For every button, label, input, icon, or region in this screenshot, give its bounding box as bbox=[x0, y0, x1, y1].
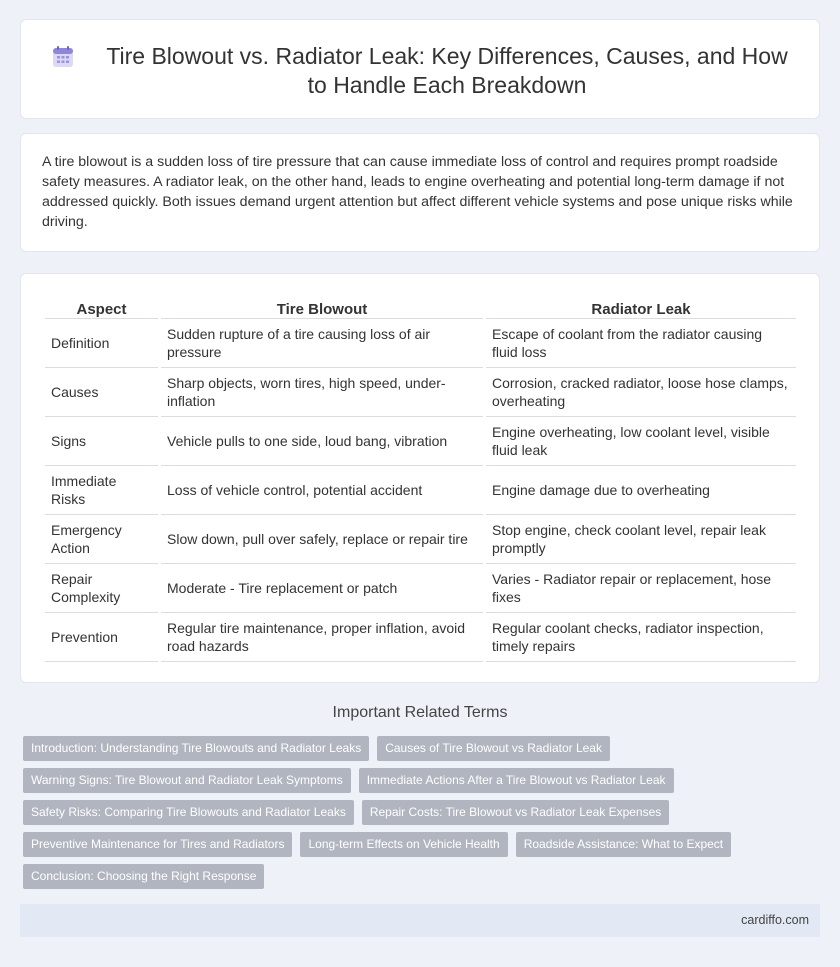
radiator-leak-cell: Varies - Radiator repair or replacement, hose fixes bbox=[486, 564, 796, 613]
radiator-leak-cell: Engine damage due to overheating bbox=[486, 466, 796, 515]
table-row bbox=[45, 319, 796, 368]
comparison-card bbox=[20, 273, 820, 683]
intro-card bbox=[20, 133, 820, 252]
table-row bbox=[45, 368, 796, 417]
related-term-tag[interactable]: Safety Risks: Comparing Tire Blowouts and Radiator Leaks bbox=[23, 800, 354, 825]
table-header-row bbox=[45, 296, 796, 319]
tire-blowout-cell: Regular tire maintenance, proper inflation, avoid road hazards bbox=[161, 613, 483, 662]
row-aspect: Prevention bbox=[45, 613, 158, 662]
row-aspect: Causes bbox=[45, 368, 158, 417]
related-term-tag[interactable]: Roadside Assistance: What to Expect bbox=[516, 832, 731, 857]
row-aspect: Repair Complexity bbox=[45, 564, 158, 613]
related-terms-heading: Important Related Terms bbox=[332, 704, 508, 721]
row-aspect: Immediate Risks bbox=[45, 466, 158, 515]
related-term-tag[interactable]: Warning Signs: Tire Blowout and Radiator Leak Symptoms bbox=[23, 768, 351, 793]
header-card bbox=[20, 19, 820, 119]
related-term-tag[interactable]: Introduction: Understanding Tire Blowouts and Radiator Leaks bbox=[23, 736, 369, 761]
table-row bbox=[45, 466, 796, 515]
tire-blowout-cell: Slow down, pull over safely, replace or repair tire bbox=[161, 515, 483, 564]
table-row bbox=[45, 613, 796, 662]
tire-blowout-cell: Vehicle pulls to one side, loud bang, vibration bbox=[161, 417, 483, 466]
table-row bbox=[45, 417, 796, 466]
footer bbox=[20, 904, 820, 937]
related-term-tag[interactable]: Preventive Maintenance for Tires and Radiators bbox=[23, 832, 292, 857]
radiator-leak-cell: Escape of coolant from the radiator causing fluid loss bbox=[486, 319, 796, 368]
radiator-leak-cell: Engine overheating, low coolant level, visible fluid leak bbox=[486, 417, 796, 466]
row-aspect: Signs bbox=[45, 417, 158, 466]
related-term-tag[interactable]: Long-term Effects on Vehicle Health bbox=[300, 832, 507, 857]
row-aspect: Emergency Action bbox=[45, 515, 158, 564]
related-term-tag[interactable]: Immediate Actions After a Tire Blowout vs Radiator Leak bbox=[359, 768, 674, 793]
tire-blowout-cell: Sharp objects, worn tires, high speed, under-inflation bbox=[161, 368, 483, 417]
related-terms-list bbox=[23, 736, 743, 896]
calendar-icon bbox=[51, 45, 75, 69]
column-header-aspect: Aspect bbox=[45, 296, 158, 319]
column-header-tire-blowout: Tire Blowout bbox=[161, 296, 483, 319]
related-term-tag[interactable]: Conclusion: Choosing the Right Response bbox=[23, 864, 264, 889]
radiator-leak-cell: Stop engine, check coolant level, repair leak promptly bbox=[486, 515, 796, 564]
footer-brand[interactable]: cardiffo.com bbox=[741, 913, 809, 927]
tire-blowout-cell: Loss of vehicle control, potential accident bbox=[161, 466, 483, 515]
column-header-radiator-leak: Radiator Leak bbox=[486, 296, 796, 319]
tire-blowout-cell: Moderate - Tire replacement or patch bbox=[161, 564, 483, 613]
radiator-leak-cell: Regular coolant checks, radiator inspection, timely repairs bbox=[486, 613, 796, 662]
intro-paragraph: A tire blowout is a sudden loss of tire pressure that can cause immediate loss of control and requires prompt roadside safety measures. A radiator leak, on the other hand, leads to engine overheating and potential long-term damage if not addressed quickly. Both issues demand urgent attention but affect different vehicle systems and pose unique risks while driving. bbox=[42, 154, 793, 230]
table-row bbox=[45, 515, 796, 564]
tire-blowout-cell: Sudden rupture of a tire causing loss of air pressure bbox=[161, 319, 483, 368]
radiator-leak-cell: Corrosion, cracked radiator, loose hose clamps, overheating bbox=[486, 368, 796, 417]
title-wrap bbox=[49, 42, 799, 100]
table-row bbox=[45, 564, 796, 613]
related-term-tag[interactable]: Repair Costs: Tire Blowout vs Radiator Leak Expenses bbox=[362, 800, 669, 825]
page-title: Tire Blowout vs. Radiator Leak: Key Differences, Causes, and How to Handle Each Breakdown bbox=[106, 43, 788, 98]
row-aspect: Definition bbox=[45, 319, 158, 368]
comparison-table bbox=[42, 296, 799, 662]
related-term-tag[interactable]: Causes of Tire Blowout vs Radiator Leak bbox=[377, 736, 610, 761]
